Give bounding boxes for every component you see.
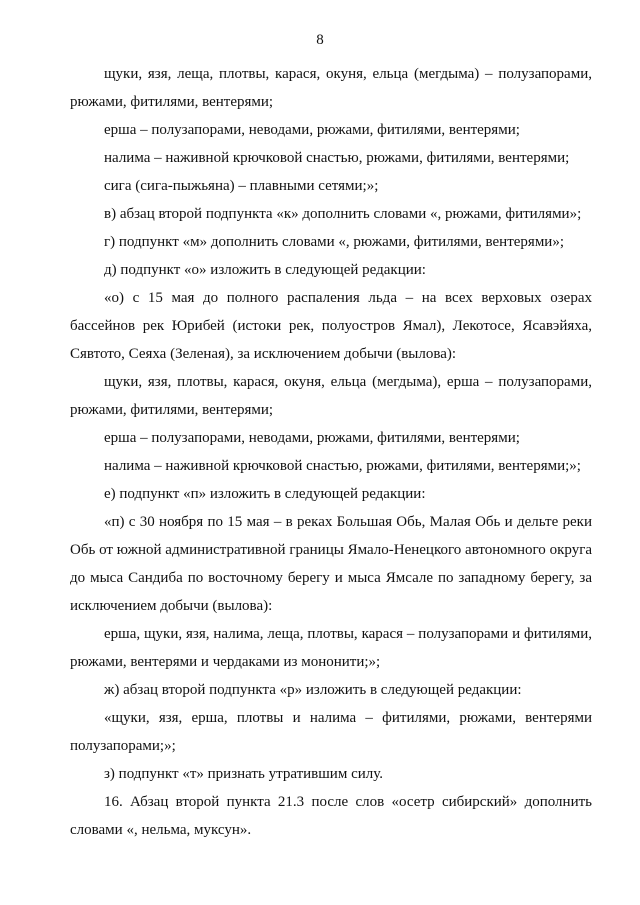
paragraph-3: налима – наживной крючковой снастью, рюжами, фитилями, вентерями;	[104, 150, 570, 166]
paragraph-9: щуки, язя, плотвы, карася, окуня, ельца (мегдыма), ерша – полузапорами, рюжами, фитилями, вентерями;	[70, 374, 592, 418]
paragraph-10: ерша – полузапорами, неводами, рюжами, фитилями, вентерями;	[104, 430, 520, 446]
paragraph-13: «п) с 30 ноября по 15 мая – в реках Большая Обь, Малая Обь и дельте реки Обь от южной административной границы Ямало-Ненецкого автономного округа до мыса Сандиба по восточному берегу и мыса Ямсале по западному берегу, за исключением добычи (вылова):	[70, 514, 592, 614]
paragraph-8: «о) с 15 мая до полного распаления льда – на всех верховых озерах бассейнов рек Юрибей (истоки рек, полуостров Ямал), Лекотосе, Ясавэйяха, Сявтото, Сеяха (Зеленая), за исключением добычи (вылова):	[70, 290, 592, 362]
paragraph-14: ерша, щуки, язя, налима, леща, плотвы, карася – полузапорами и фитилями, рюжами, вентерями и чердаками из мононити;»;	[70, 626, 592, 670]
document-body	[70, 60, 592, 844]
paragraph-2: ерша – полузапорами, неводами, рюжами, фитилями, вентерями;	[104, 122, 520, 138]
paragraph-18: 16. Абзац второй пункта 21.3 после слов «осетр сибирский» дополнить словами «, нельма, муксун».	[70, 794, 592, 838]
paragraph-6: г) подпункт «м» дополнить словами «, рюжами, фитилями, вентерями»;	[104, 234, 565, 250]
paragraph-16: «щуки, язя, ерша, плотвы и налима – фитилями, рюжами, вентерями полузапорами;»;	[70, 710, 592, 754]
paragraph-5: в) абзац второй подпункта «к» дополнить словами «, рюжами, фитилями»;	[104, 206, 582, 222]
paragraph-7: д) подпункт «о» изложить в следующей редакции:	[104, 262, 426, 278]
paragraph-1: щуки, язя, леща, плотвы, карася, окуня, ельца (мегдыма) – полузапорами, рюжами, фитилями, вентерями;	[70, 66, 592, 110]
paragraph-15: ж) абзац второй подпункта «р» изложить в следующей редакции:	[104, 682, 522, 698]
paragraph-11: налима – наживной крючковой снастью, рюжами, фитилями, вентерями;»;	[104, 458, 581, 474]
paragraph-12: е) подпункт «п» изложить в следующей редакции:	[104, 486, 426, 502]
paragraph-4: сига (сига-пыжьяна) – плавными сетями;»;	[104, 178, 379, 194]
paragraph-17: з) подпункт «т» признать утратившим силу.	[104, 766, 383, 782]
page-number: 8	[316, 32, 324, 48]
